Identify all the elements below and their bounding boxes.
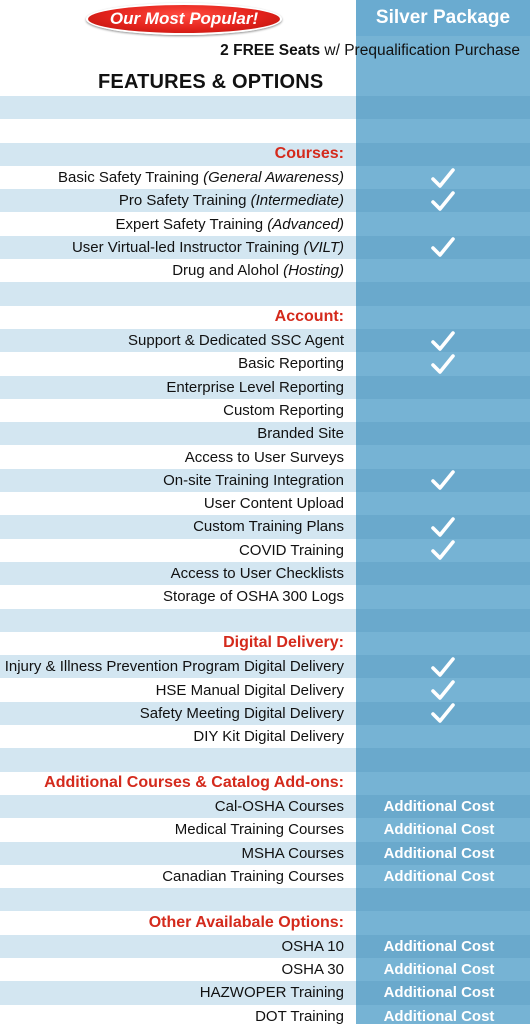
package-value [356,236,530,259]
check-icon [430,656,456,678]
package-value [356,259,530,282]
feature-label [193,725,344,748]
row-stripe-right [356,282,530,305]
free-seats-bold: 2 FREE Seats [220,42,321,59]
check-icon [430,353,456,375]
spacer-row [0,609,530,632]
feature-label [257,422,344,445]
feature-row [0,469,530,492]
section-heading-row [0,306,530,329]
label-text: Branded Site [257,425,344,443]
package-value [356,865,530,888]
label-text: Other Availabale Options: [148,914,344,932]
feature-row [0,842,530,865]
feature-row [0,376,530,399]
section-heading [275,143,344,166]
check-icon [430,330,456,352]
feature-label [175,818,344,841]
package-value [356,702,530,725]
package-value [356,212,530,235]
label-qualifier: (Intermediate) [250,192,344,210]
additional-cost-label: Additional Cost [383,844,495,862]
label-text: Injury & Illness Prevention Program Digital Delivery [4,658,344,676]
label-text: Account: [274,308,344,326]
label-text: COVID Training [238,541,344,559]
package-value [356,329,530,352]
row-stripe-right [356,888,530,911]
row-stripe [0,609,356,632]
check-icon [430,679,456,701]
package-value [356,376,530,399]
package-value [356,772,530,795]
feature-row [0,562,530,585]
feature-label [140,702,344,725]
feature-row [0,445,530,468]
feature-label [171,562,344,585]
feature-label [241,842,344,865]
check-icon [430,236,456,258]
label-text: Cal-OSHA Courses [214,798,344,816]
feature-label [204,492,344,515]
package-value [356,842,530,865]
spacer-row [0,282,530,305]
feature-row [0,865,530,888]
additional-cost-label: Additional Cost [383,984,495,1002]
section-heading [223,632,344,655]
section-heading-row [0,632,530,655]
package-value [356,539,530,562]
row-stripe [0,748,356,771]
feature-row [0,539,530,562]
section-heading [44,772,344,795]
label-text: Basic Reporting [238,355,344,373]
package-value [356,189,530,212]
feature-label [116,212,344,235]
feature-label [172,259,344,282]
package-value [356,352,530,375]
feature-row [0,515,530,538]
label-text: Enterprise Level Reporting [166,378,344,396]
label-qualifier: (Advanced) [267,215,344,233]
section-heading [275,306,344,329]
free-seats-rest: w/ Prequalification Purchase [320,42,520,59]
package-value [356,515,530,538]
row-stripe [0,96,356,119]
feature-row [0,492,530,515]
package-value [356,399,530,422]
feature-row [0,585,530,608]
section-heading-row [0,143,530,166]
label-text: OSHA 10 [281,937,344,955]
feature-row [0,678,530,701]
label-qualifier: (General Awareness) [203,169,344,187]
feature-row [0,935,530,958]
label-text: Storage of OSHA 300 Logs [163,588,344,606]
feature-label [238,352,344,375]
feature-rows [0,96,530,1024]
package-value [356,1005,530,1024]
label-text: User Content Upload [203,495,344,513]
feature-label [163,585,344,608]
free-seats-note [0,38,520,64]
features-title: FEATURES & OPTIONS [98,71,324,93]
label-text: Additional Courses & Catalog Add-ons: [44,774,344,792]
feature-label [128,329,344,352]
check-icon [430,702,456,724]
additional-cost-label: Additional Cost [383,1007,495,1024]
feature-label [166,376,344,399]
feature-row [0,422,530,445]
package-value [356,958,530,981]
row-stripe-right [356,96,530,119]
package-value [356,585,530,608]
row-stripe-right [356,609,530,632]
package-value [356,911,530,934]
label-text: HAZWOPER Training [199,984,344,1002]
row-stripe [0,888,356,911]
feature-row [0,702,530,725]
label-text: Courses: [274,145,344,163]
section-heading-row [0,772,530,795]
feature-row [0,212,530,235]
row-stripe [0,282,356,305]
label-text: Access to User Surveys [184,448,344,466]
package-value [356,981,530,1004]
feature-label [193,515,344,538]
feature-row [0,1005,530,1024]
section-heading-row [0,911,530,934]
feature-label [119,189,344,212]
additional-cost-label: Additional Cost [383,867,495,885]
additional-cost-label: Additional Cost [383,821,495,839]
feature-row [0,981,530,1004]
check-icon [430,167,456,189]
row-stripe-right [356,748,530,771]
label-text: MSHA Courses [241,844,344,862]
label-qualifier: (VILT) [303,238,344,256]
check-icon [430,190,456,212]
spacer-row [0,748,530,771]
feature-row [0,166,530,189]
label-text: Drug and Alohol [172,262,279,280]
feature-row [0,399,530,422]
label-text: DOT Training [255,1007,344,1024]
package-value [356,678,530,701]
feature-label [239,539,344,562]
feature-row [0,655,530,678]
package-value [356,655,530,678]
feature-label [281,935,344,958]
feature-row [0,818,530,841]
feature-row [0,329,530,352]
label-text: Basic Safety Training [58,169,199,187]
check-icon [430,469,456,491]
feature-row [0,958,530,981]
label-text: HSE Manual Digital Delivery [155,681,344,699]
feature-row [0,352,530,375]
package-value [356,725,530,748]
label-text: DIY Kit Digital Delivery [193,728,344,746]
spacer-row [0,96,530,119]
feature-label [156,678,344,701]
label-text: Pro Safety Training [118,192,247,210]
label-text: Medical Training Courses [174,821,344,839]
feature-row [0,189,530,212]
feature-label [72,236,344,259]
popular-badge: Our Most Popular! [86,3,282,35]
feature-label [200,981,344,1004]
label-text: Canadian Training Courses [162,867,344,885]
label-text: Custom Training Plans [193,518,344,536]
package-value [356,935,530,958]
label-text: Digital Delivery: [223,634,344,652]
package-value [356,632,530,655]
package-value [356,143,530,166]
package-value [356,818,530,841]
spacer-row [0,119,530,142]
package-value [356,422,530,445]
package-value [356,469,530,492]
label-text: OSHA 30 [281,961,344,979]
package-value [356,445,530,468]
label-text: Access to User Checklists [170,565,344,583]
feature-label [162,865,344,888]
package-value [356,562,530,585]
package-value [356,492,530,515]
label-text: Support & Dedicated SSC Agent [128,332,344,350]
label-text: Safety Meeting Digital Delivery [139,704,344,722]
label-qualifier: (Hosting) [283,262,344,280]
label-text: Custom Reporting [223,402,344,419]
check-icon [430,539,456,561]
additional-cost-label: Additional Cost [383,961,495,979]
package-value [356,795,530,818]
row-stripe [0,119,356,142]
label-text: On-site Training Integration [163,471,344,489]
label-text: User Virtual-led Instructor Training [71,238,300,256]
spacer-row [0,888,530,911]
additional-cost-label: Additional Cost [383,798,495,816]
section-heading [149,911,344,934]
feature-label [185,445,344,468]
feature-label [163,469,344,492]
feature-label [58,166,344,189]
check-icon [430,516,456,538]
package-title: Silver Package [356,0,530,36]
feature-row [0,259,530,282]
package-value [356,306,530,329]
feature-label [215,795,344,818]
feature-label [5,655,344,678]
feature-row [0,795,530,818]
feature-label [281,958,344,981]
feature-label [255,1005,344,1024]
feature-row [0,725,530,748]
feature-label [223,399,344,422]
package-value [356,166,530,189]
label-text: Expert Safety Training [115,215,264,233]
feature-row [0,236,530,259]
additional-cost-label: Additional Cost [383,937,495,955]
